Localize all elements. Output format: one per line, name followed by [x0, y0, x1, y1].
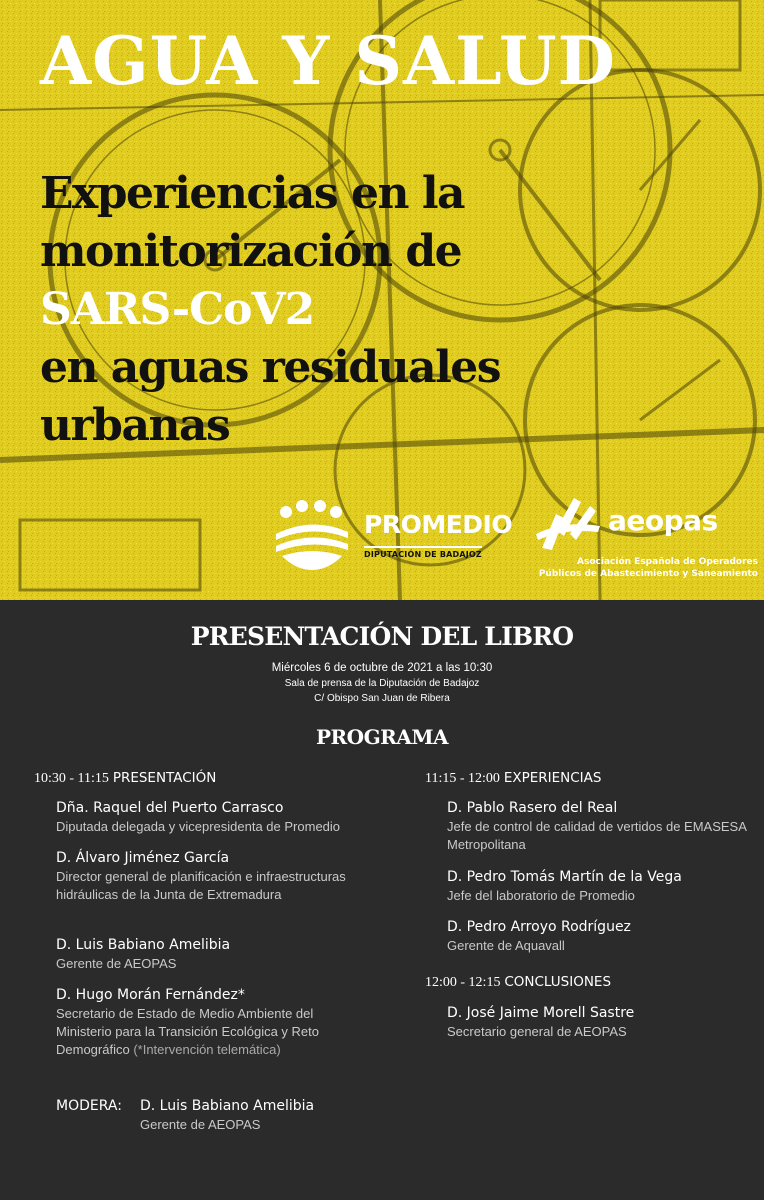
speaker-note: (*Intervención telemática) — [133, 1042, 281, 1057]
subtitle-line: en aguas residuales — [40, 342, 501, 393]
speaker-name: D. Pablo Rasero del Real — [447, 800, 618, 816]
section-time: 11:15 - 12:00 — [425, 771, 500, 786]
moderator-name: D. Luis Babiano Amelibia — [140, 1098, 315, 1114]
experiences-section-heading — [425, 768, 601, 788]
aeopas-name: aeopas — [608, 504, 718, 537]
aeopas-subtitle-line: Asociación Española de Operadores — [577, 557, 758, 567]
speaker-name: D. Álvaro Jiménez García — [56, 850, 230, 866]
speaker-role: Gerente de AEOPAS — [56, 956, 177, 971]
speaker-entry — [447, 1004, 747, 1041]
speaker-entry — [447, 868, 747, 905]
conclusions-section-heading — [425, 972, 611, 992]
moderator-entry — [56, 1097, 476, 1134]
subtitle — [40, 165, 500, 455]
speaker-entry — [56, 986, 361, 1059]
speaker-role: Director general de planificación e infraestructuras hidráulicas de la Junta de Extremadura — [56, 869, 346, 902]
speaker-role: Jefe de control de calidad de vertidos de EMASESA Metropolitana — [447, 819, 747, 852]
speaker-entry — [56, 936, 361, 973]
aeopas-logo — [520, 490, 760, 590]
speaker-role: Diputada delegada y vicepresidenta de Promedio — [56, 819, 341, 834]
speaker-role: Secretario general de AEOPAS — [447, 1024, 627, 1039]
speaker-name: Dña. Raquel del Puerto Carrasco — [56, 800, 284, 816]
section-label: CONCLUSIONES — [504, 974, 612, 990]
aeopas-brush-icon — [534, 490, 604, 552]
aeopas-subtitle-line: Públicos de Abastecimiento y Saneamiento — [538, 569, 758, 579]
subtitle-line: monitorización de — [40, 226, 462, 277]
presentation-section-heading — [34, 768, 216, 788]
event-address: C/ Obispo San Juan de Ribera — [314, 693, 450, 704]
event-venue: Sala de prensa de la Diputación de Badajoz — [284, 678, 480, 689]
speaker-entry — [56, 849, 361, 904]
speaker-role-text: Secretario de Estado de Medio Ambiente del Ministerio para la Transición Ecológica y Reto Demográfico — [56, 1006, 320, 1057]
event-info — [0, 660, 764, 706]
subtitle-highlight-line: SARS-CoV2 — [40, 284, 315, 335]
subtitle-line: Experiencias en la — [40, 168, 465, 219]
promedio-waves-icon — [272, 498, 352, 573]
promedio-logo — [272, 498, 512, 573]
section-time: 12:00 - 12:15 — [425, 975, 501, 990]
aeopas-subtitle — [520, 556, 758, 580]
moderator-label: MODERA: — [56, 1098, 122, 1114]
program-heading: PROGRAMA — [316, 725, 448, 749]
main-title: AGUA Y SALUD — [40, 22, 616, 100]
moderator-role: Gerente de AEOPAS — [140, 1117, 261, 1132]
promedio-name: PROMEDIO — [364, 510, 513, 539]
speaker-name: D. José Jaime Morell Sastre — [447, 1005, 635, 1021]
section-time: 10:30 - 11:15 — [34, 771, 109, 786]
speaker-role: Jefe del laboratorio de Promedio — [447, 888, 635, 903]
program-section — [0, 600, 764, 1200]
speaker-role: Gerente de Aquavall — [447, 938, 565, 953]
promedio-subtitle: DIPUTACIÓN DE BADAJOZ — [364, 546, 482, 559]
speaker-name: D. Pedro Tomás Martín de la Vega — [447, 869, 682, 885]
speaker-entry — [447, 799, 747, 854]
speaker-name: D. Luis Babiano Amelibia — [56, 937, 231, 953]
section-label: EXPERIENCIAS — [503, 770, 602, 786]
speaker-entry — [56, 799, 361, 836]
book-presentation-heading: PRESENTACIÓN DEL LIBRO — [190, 622, 574, 651]
section-label: PRESENTACIÓN — [112, 770, 217, 786]
event-date: Miércoles 6 de octubre de 2021 a las 10:30 — [271, 662, 493, 674]
speaker-entry — [447, 918, 747, 955]
speaker-role — [56, 1005, 361, 1059]
speaker-name: D. Pedro Arroyo Rodríguez — [447, 919, 631, 935]
speaker-name: D. Hugo Morán Fernández* — [56, 987, 245, 1003]
subtitle-line: urbanas — [40, 400, 230, 451]
